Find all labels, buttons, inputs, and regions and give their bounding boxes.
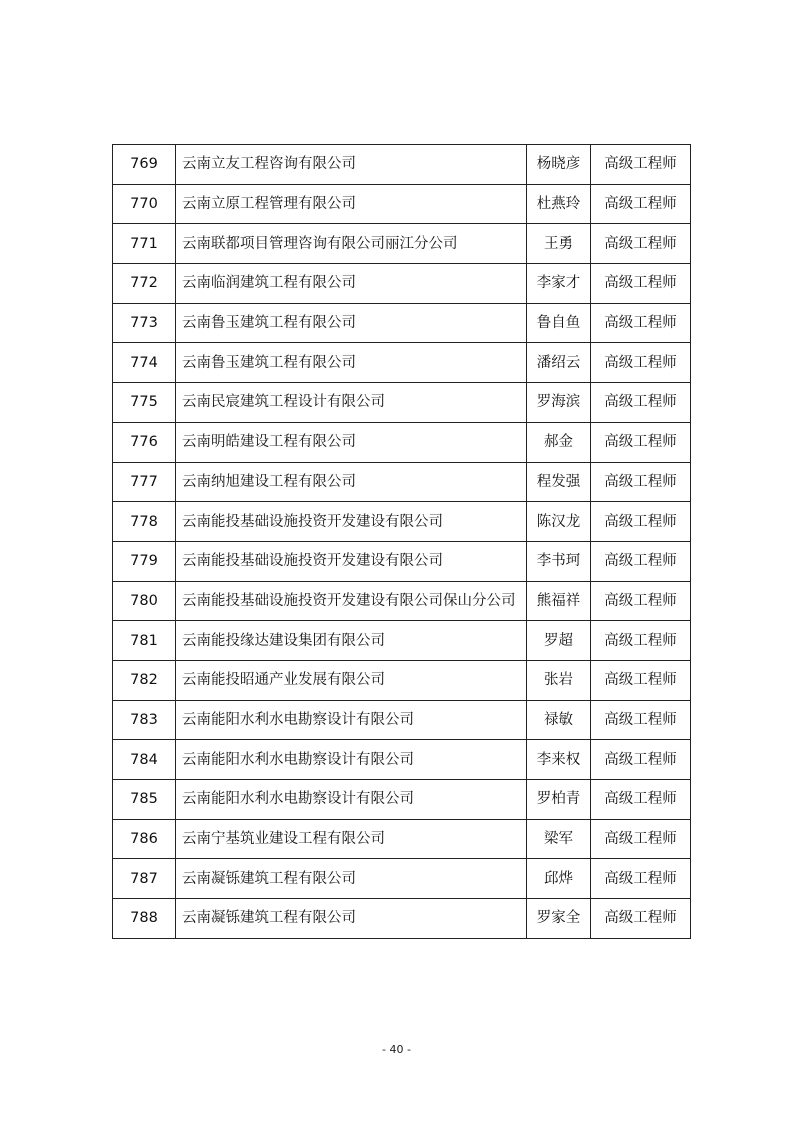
table-row: [113, 621, 691, 661]
professional-title: 高级工程师: [591, 422, 691, 462]
professional-title: 高级工程师: [591, 740, 691, 780]
person-name: 罗海滨: [527, 383, 591, 423]
table-row: [113, 700, 691, 740]
person-name: 郝金: [527, 422, 591, 462]
row-number: 779: [113, 541, 176, 581]
professional-title: 高级工程师: [591, 621, 691, 661]
row-number: 780: [113, 581, 176, 621]
row-number: 775: [113, 383, 176, 423]
table-row: [113, 899, 691, 939]
table-row: [113, 224, 691, 264]
table-row: [113, 303, 691, 343]
person-name: 王勇: [527, 224, 591, 264]
professional-title: 高级工程师: [591, 581, 691, 621]
row-number: 787: [113, 859, 176, 899]
professional-title: 高级工程师: [591, 343, 691, 383]
person-name: 罗超: [527, 621, 591, 661]
company-name: 云南能投昭通产业发展有限公司: [176, 660, 527, 700]
professional-title: 高级工程师: [591, 700, 691, 740]
row-number: 777: [113, 462, 176, 502]
company-name: 云南鲁玉建筑工程有限公司: [176, 343, 527, 383]
page-number: - 40 -: [382, 1043, 411, 1056]
row-number: 786: [113, 819, 176, 859]
table-row: [113, 422, 691, 462]
table-row: [113, 740, 691, 780]
row-number: 770: [113, 184, 176, 224]
company-name: 云南能阳水利水电勘察设计有限公司: [176, 780, 527, 820]
professional-title: 高级工程师: [591, 303, 691, 343]
company-name: 云南联都项目管理咨询有限公司丽江分公司: [176, 224, 527, 264]
table-row: [113, 780, 691, 820]
table-row: [113, 383, 691, 423]
professional-title: 高级工程师: [591, 859, 691, 899]
person-name: 程发强: [527, 462, 591, 502]
company-name: 云南临润建筑工程有限公司: [176, 264, 527, 304]
table-row: [113, 264, 691, 304]
row-number: 781: [113, 621, 176, 661]
company-name: 云南凝铄建筑工程有限公司: [176, 859, 527, 899]
row-number: 784: [113, 740, 176, 780]
row-number: 773: [113, 303, 176, 343]
table-row: [113, 819, 691, 859]
person-name: 罗家全: [527, 899, 591, 939]
table-row: [113, 541, 691, 581]
person-name: 邱烨: [527, 859, 591, 899]
row-number: 778: [113, 502, 176, 542]
professional-title: 高级工程师: [591, 145, 691, 185]
professional-title: 高级工程师: [591, 541, 691, 581]
company-name: 云南能投基础设施投资开发建设有限公司: [176, 541, 527, 581]
person-name: 李家才: [527, 264, 591, 304]
company-name: 云南能阳水利水电勘察设计有限公司: [176, 740, 527, 780]
professional-title: 高级工程师: [591, 780, 691, 820]
professional-title: 高级工程师: [591, 502, 691, 542]
table-row: [113, 184, 691, 224]
company-name: 云南鲁玉建筑工程有限公司: [176, 303, 527, 343]
company-name: 云南立原工程管理有限公司: [176, 184, 527, 224]
company-name: 云南立友工程咨询有限公司: [176, 145, 527, 185]
person-name: 罗柏青: [527, 780, 591, 820]
row-number: 776: [113, 422, 176, 462]
person-name: 李书珂: [527, 541, 591, 581]
company-name: 云南能投缘达建设集团有限公司: [176, 621, 527, 661]
table-row: [113, 660, 691, 700]
table-row: [113, 145, 691, 185]
person-name: 杜燕玲: [527, 184, 591, 224]
person-name: 李来权: [527, 740, 591, 780]
company-name: 云南宁基筑业建设工程有限公司: [176, 819, 527, 859]
table-row: [113, 343, 691, 383]
row-number: 769: [113, 145, 176, 185]
person-name: 梁军: [527, 819, 591, 859]
person-name: 陈汉龙: [527, 502, 591, 542]
company-name: 云南凝铄建筑工程有限公司: [176, 899, 527, 939]
company-name: 云南能投基础设施投资开发建设有限公司保山分公司: [176, 581, 527, 621]
table-row: [113, 581, 691, 621]
company-name: 云南能阳水利水电勘察设计有限公司: [176, 700, 527, 740]
roster-table-body: [113, 145, 691, 939]
person-name: 潘绍云: [527, 343, 591, 383]
person-name: 杨晓彦: [527, 145, 591, 185]
company-name: 云南民宸建筑工程设计有限公司: [176, 383, 527, 423]
professional-title: 高级工程师: [591, 462, 691, 502]
row-number: 783: [113, 700, 176, 740]
row-number: 772: [113, 264, 176, 304]
company-name: 云南能投基础设施投资开发建设有限公司: [176, 502, 527, 542]
professional-title: 高级工程师: [591, 184, 691, 224]
row-number: 785: [113, 780, 176, 820]
row-number: 771: [113, 224, 176, 264]
roster-table: [112, 144, 691, 939]
person-name: 禄敏: [527, 700, 591, 740]
table-row: [113, 502, 691, 542]
professional-title: 高级工程师: [591, 383, 691, 423]
table-row: [113, 859, 691, 899]
table-row: [113, 462, 691, 502]
professional-title: 高级工程师: [591, 264, 691, 304]
professional-title: 高级工程师: [591, 899, 691, 939]
professional-title: 高级工程师: [591, 819, 691, 859]
row-number: 782: [113, 660, 176, 700]
person-name: 鲁自鱼: [527, 303, 591, 343]
row-number: 788: [113, 899, 176, 939]
professional-title: 高级工程师: [591, 660, 691, 700]
company-name: 云南纳旭建设工程有限公司: [176, 462, 527, 502]
person-name: 张岩: [527, 660, 591, 700]
professional-title: 高级工程师: [591, 224, 691, 264]
company-name: 云南明皓建设工程有限公司: [176, 422, 527, 462]
person-name: 熊福祥: [527, 581, 591, 621]
row-number: 774: [113, 343, 176, 383]
